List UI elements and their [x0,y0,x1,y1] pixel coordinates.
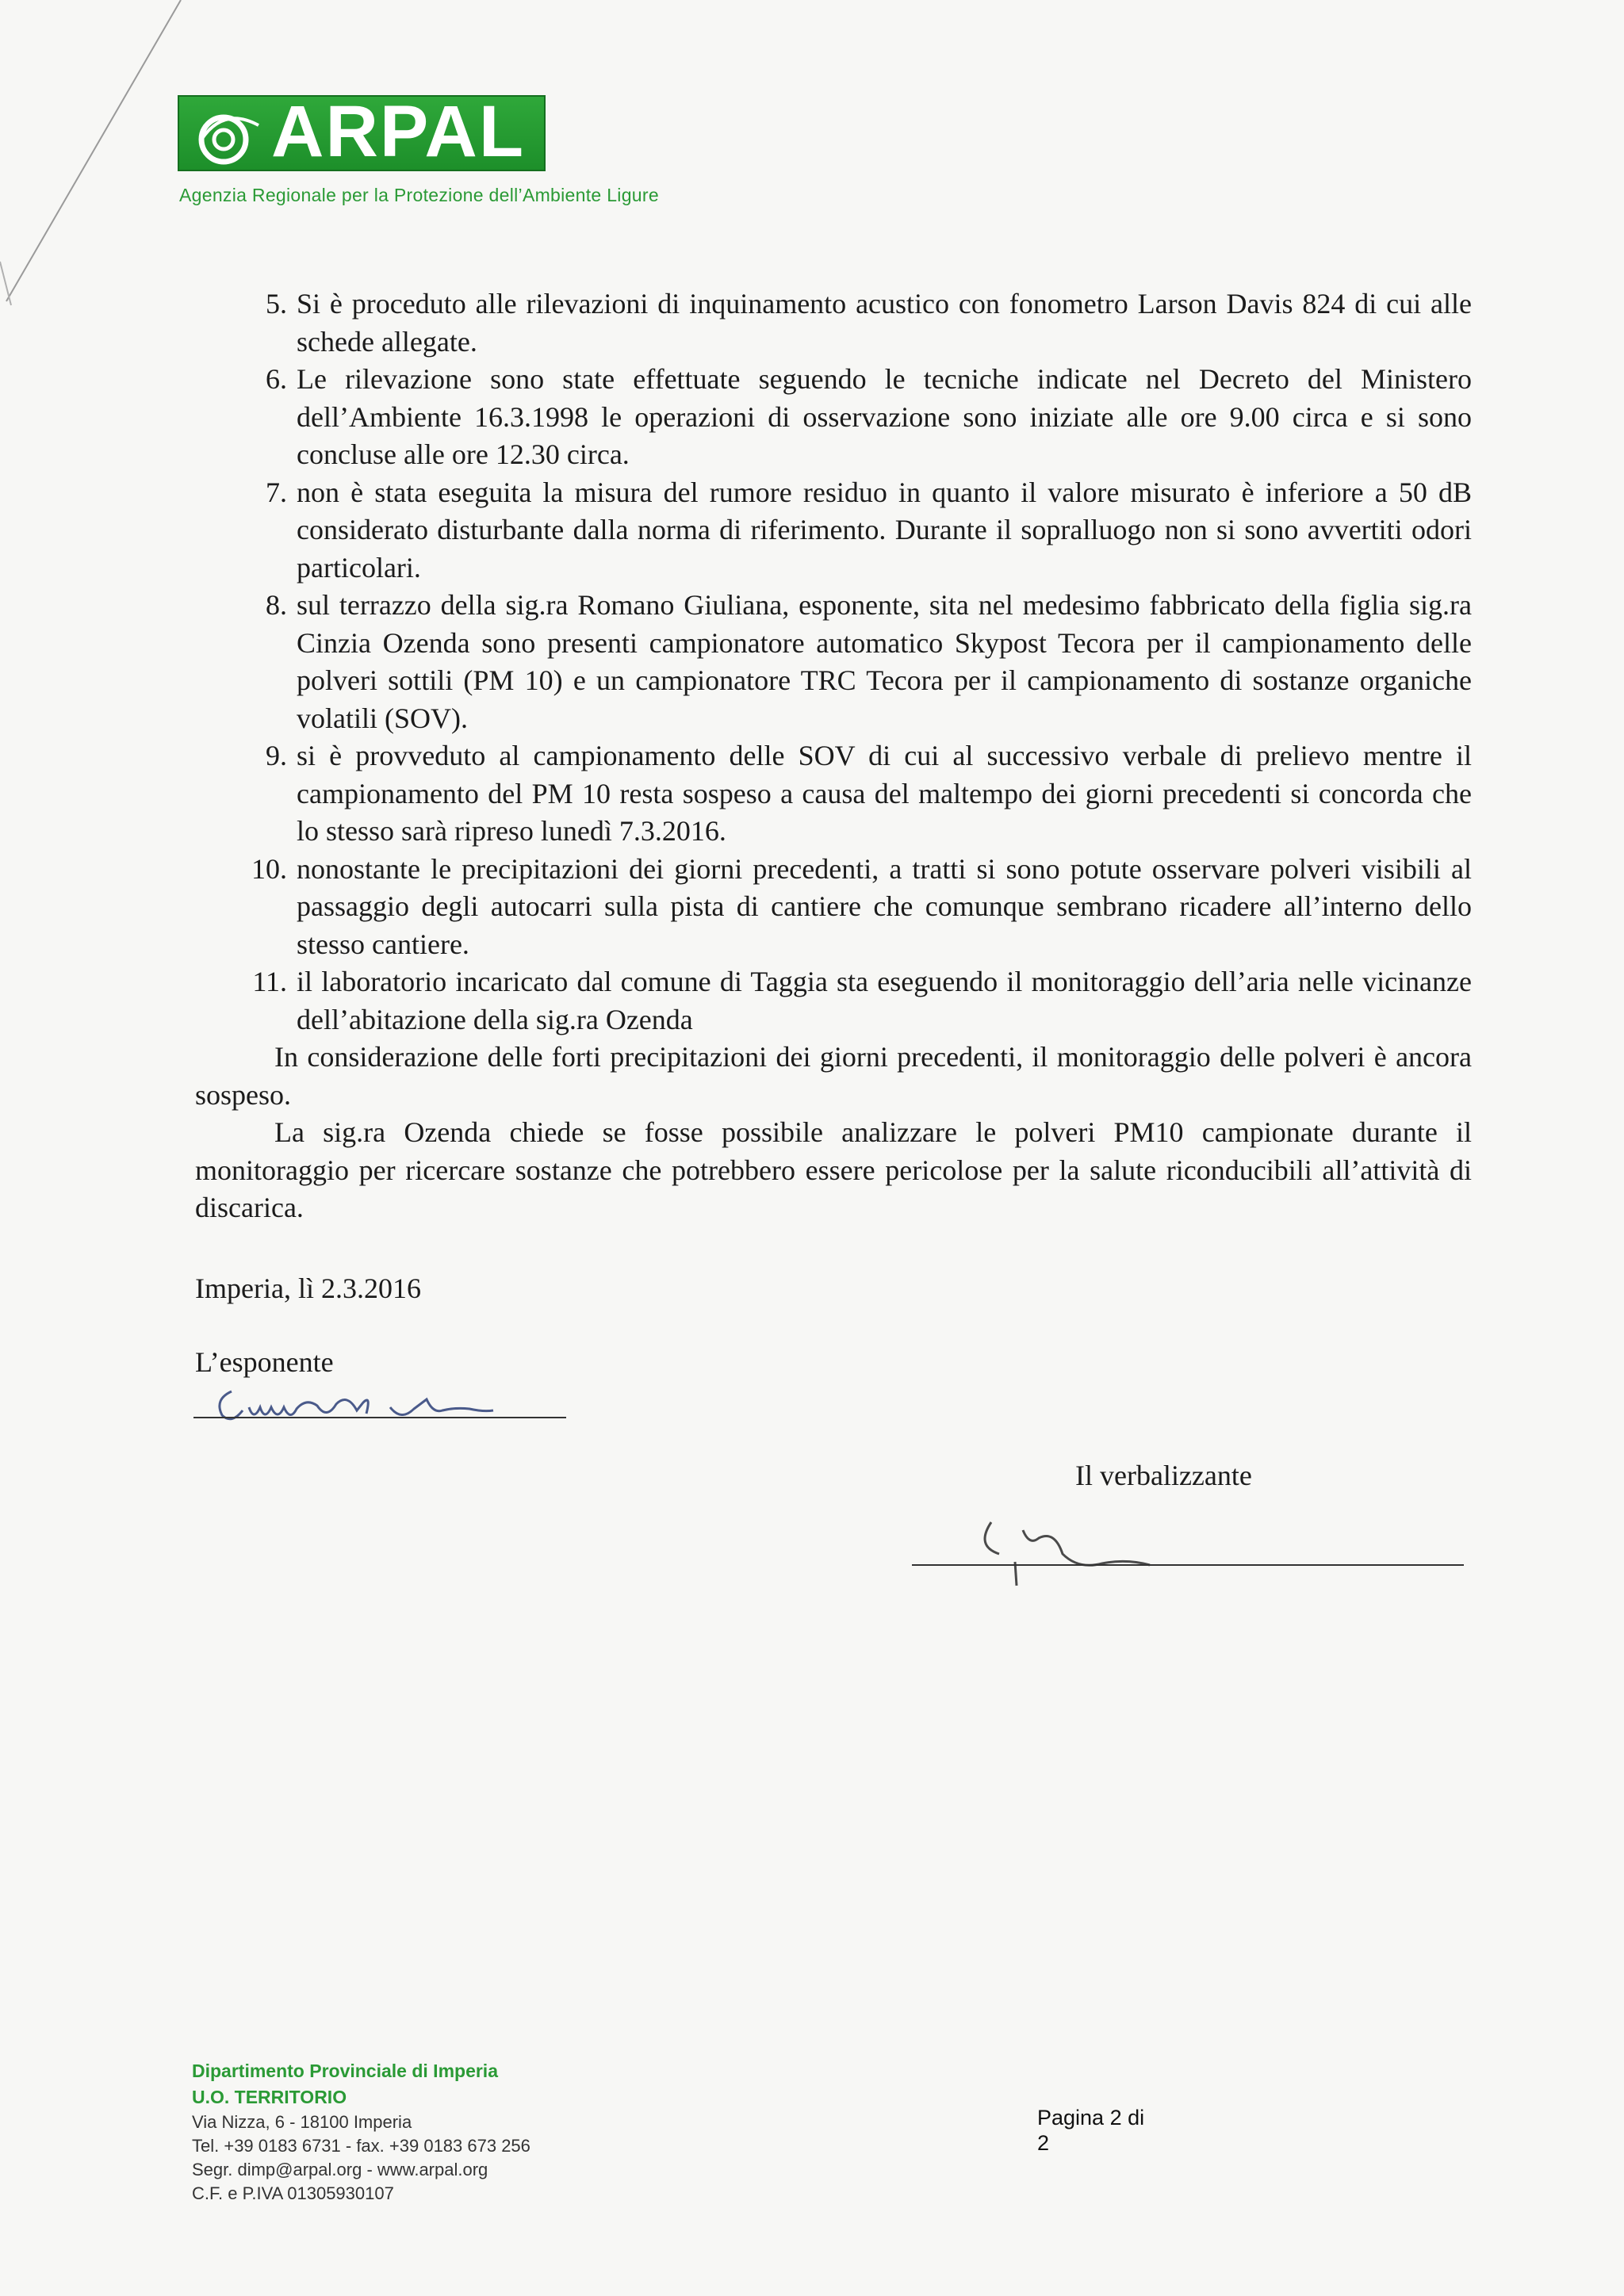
list-item [195,737,1472,851]
list-item [195,963,1472,1039]
paragraph-precipitation: In considerazione delle forti precipitazioni dei giorni precedenti, il monitoraggio delle polveri è ancora sospeso. [195,1041,1472,1111]
scan-fold-line [0,0,190,317]
list-item [195,851,1472,964]
list-item-text: si è provveduto al campionamento delle SOV di cui al successivo verbale di prelievo mentre il campionamento del PM 10 resta sospeso a causa del maltempo dei giorni precedenti si concorda che lo stesso sarà ripreso lunedì 7.3.2016. [297,740,1472,847]
list-item-text: nonostante le precipitazioni dei giorni precedenti, a tratti si sono potute osservare polveri visibili al passaggio degli autocarri sulla pista di cantiere che comunque sembrano ricadere all’interno dello stesso cantiere. [297,852,1472,960]
arpal-logo [178,91,546,172]
list-item-text: sul terrazzo della sig.ra Romano Giuliana, esponente, sita nel medesimo fabbricato della figlia sig.ra Cinzia Ozenda sono presenti campionatore automatico Skypost Tecora per il campionamento delle polveri sottili (PM 10) e un campionatore TRC Tecora per il campionamento di sostanze organiche volatili (SOV). [297,589,1472,734]
footer-unit: U.O. TERRITORIO [192,2087,347,2107]
list-item-number: 10. [251,852,287,885]
list-item-text: Le rilevazione sono state effettuate seguendo le tecniche indicate nel Decreto del Ministero dell’Ambiente 16.3.1998 le operazioni di osservazione sono iniziate alle ore 9.00 circa e si sono concluse alle ore 12.30 circa. [297,363,1472,470]
agency-name: Agenzia Regionale per la Protezione dell’Ambiente Ligure [179,185,659,205]
list-item-number: 6. [266,363,287,395]
list-item-text: non è stata eseguita la misura del rumore residuo in quanto il valore misurato è inferiore a 50 dB considerato disturbante dalla norma di riferimento. Durante il sopralluogo non si sono avvertiti odori particolari. [297,476,1472,584]
footer-vat: C.F. e P.IVA 01305930107 [192,2183,394,2203]
page-total: 2 [1037,2131,1050,2155]
numbered-list [195,285,1472,1039]
verbalizzante-label: Il verbalizzante [1075,1460,1252,1491]
footer-contacts [192,2058,530,2206]
list-item-number: 8. [266,589,287,621]
list-item-number: 5. [266,288,287,320]
footer-address: Via Nizza, 6 - 18100 Imperia [192,2112,412,2132]
globe-emblem-icon [186,101,273,165]
list-item-text: il laboratorio incaricato dal comune di Taggia sta eseguendo il monitoraggio dell’aria nelle vicinanze dell’abitazione della sig.ra Ozenda [297,966,1472,1035]
verbalizzante-signature-line [912,1564,1464,1566]
esponente-signature-line [193,1417,566,1418]
logo-wordmark: ARPAL [271,91,526,172]
footer-email-web: Segr. dimp@arpal.org - www.arpal.org [192,2160,488,2179]
list-item [195,285,1472,361]
list-item-number: 11. [252,966,287,997]
footer-department: Dipartimento Provinciale di Imperia [192,2061,498,2081]
document-body [195,285,1472,1227]
list-item [195,361,1472,474]
list-item [195,474,1472,587]
page-label: Pagina 2 di [1037,2106,1145,2130]
footer-phone: Tel. +39 0183 6731 - fax. +39 0183 673 256 [192,2136,530,2156]
verbalizzante-signature [967,1498,1205,1594]
list-item-number: 7. [266,476,287,508]
list-item-number: 9. [266,740,287,771]
page-number [1037,2105,1180,2156]
place-date: Imperia, lì 2.3.2016 [195,1272,421,1304]
list-item [195,587,1472,737]
esponente-signature [208,1376,541,1431]
list-item-text: Si è proceduto alle rilevazioni di inquinamento acustico con fonometro Larson Davis 824 di cui alle schede allegate. [297,288,1472,358]
paragraph-request: La sig.ra Ozenda chiede se fosse possibile analizzare le polveri PM10 campionate durante il monitoraggio per ricercare sostanze che potrebbero essere pericolose per la salute riconducibili all’attività di discarica. [195,1116,1472,1223]
esponente-label: L’esponente [195,1346,334,1378]
